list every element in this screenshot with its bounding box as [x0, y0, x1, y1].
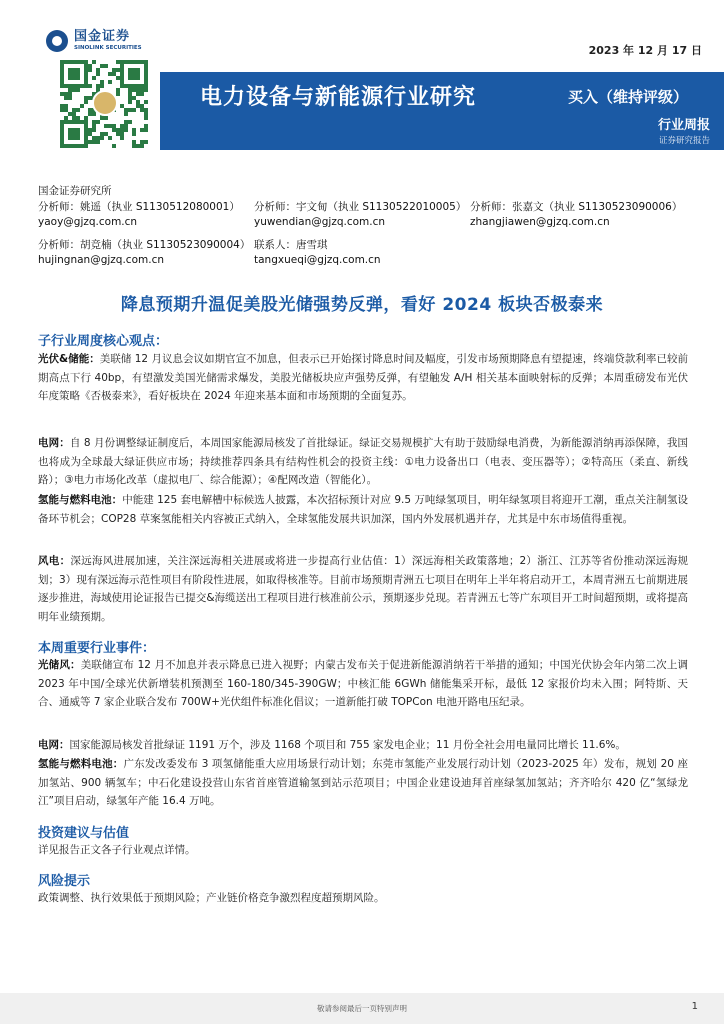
analyst-entry: [38, 238, 254, 268]
investment-text: 详见报告正文各子行业观点详情。: [38, 844, 196, 856]
analyst-name: 分析师：姚遥（执业 S1130512080001）: [38, 201, 240, 213]
core-pv-text: 美联储 12 月议息会议如期官宣不加息，但表示已开始探讨降息时间及幅度，引发市场预期降息有望提速，终端贷款利率已较前期高点下行 40bp，有望激发美国光储需求爆发，美股光储板块应声强势反弹，有望触发 A/H 相关基本面映射标的反弹；本周重磅发布光伏年度策略《否极泰来》，看好板块在 2024 年迎来基本面和市场预期的全面复苏。: [38, 353, 688, 402]
company-logo: [46, 30, 142, 52]
report-date: 2023 年 12 月 17 日: [588, 44, 702, 57]
qr-code-icon: [60, 60, 148, 148]
analyst-email[interactable]: yaoy@gjzq.com.cn: [38, 216, 138, 228]
analyst-block: [38, 184, 688, 268]
section-events: 本周重要行业事件：: [38, 641, 156, 656]
event-pv-paragraph: [38, 656, 688, 712]
event-grid-paragraph: [38, 736, 688, 755]
analyst-email[interactable]: hujingnan@gjzq.com.cn: [38, 254, 164, 266]
section-core-views: 子行业周度核心观点：: [38, 334, 169, 349]
logo-en-text: SINOLINK SECURITIES: [74, 45, 142, 51]
contact-email[interactable]: tangxueqi@gjzq.com.cn: [254, 254, 381, 266]
event-grid-text: 国家能源局核发首批绿证 1191 万个，涉及 1168 个项目和 755 家发电企业；11 月份全社会用电量同比增长 11.6%。: [69, 739, 626, 751]
analyst-row: [38, 238, 688, 268]
contact-entry: [254, 238, 470, 268]
analyst-entry: [254, 200, 470, 230]
core-wind-text: 深远海风进展加速，关注深远海相关进展或将进一步提高行业估值：1）深远海相关政策落地；2）浙江、江苏等省份推动深远海规划；3）现有深远海示范性项目有阶段性进展，如取得核准等。目前市场预期青洲五七项目在明年上半年将启动开工，本周青洲五七前期进展逐步推进，海域使用论证报告已提交&海缆送出工程项目进行核准前公示，预期逐步兑现。若青洲五七等广东项目开工时间超预期，或将提高明年业绩预期。: [38, 555, 689, 623]
analyst-name: 分析师：张嘉文（执业 S1130523090006）: [470, 201, 683, 213]
logo-cn-text: 国金证券: [74, 29, 131, 44]
contact-name: 联系人：唐雪琪: [254, 239, 328, 251]
event-h2-paragraph: [38, 755, 688, 811]
main-headline: 降息预期升温促美股光储强势反弹，看好 2024 板块否极泰来: [120, 295, 604, 315]
analyst-email[interactable]: zhangjiawen@gjzq.com.cn: [470, 216, 610, 228]
analyst-row: [38, 200, 688, 230]
analyst-email[interactable]: yuwendian@gjzq.com.cn: [254, 216, 386, 228]
core-wind-paragraph: [38, 552, 688, 626]
page-number: 1: [691, 1001, 698, 1012]
rating: 买入（维持评级）: [568, 88, 689, 106]
section-risk: 风险提示: [38, 874, 91, 889]
report-type: 行业周报: [657, 118, 710, 133]
report-header: [0, 0, 724, 160]
analyst-entry: [38, 200, 254, 230]
institute-name: 国金证券研究所: [38, 185, 112, 197]
analyst-name: 分析师：宇文甸（执业 S1130522010005）: [254, 201, 467, 213]
logo-mark-icon: [46, 30, 68, 52]
core-h2-label: 氢能与燃料电池：: [38, 494, 123, 506]
section-investment: 投资建议与估值: [38, 826, 130, 841]
event-h2-label: 氢能与燃料电池：: [38, 758, 124, 770]
core-h2-paragraph: [38, 491, 688, 528]
core-h2-text: 中能建 125 套电解槽中标候选人披露，本次招标预计对应 9.5 万吨绿氢项目，明年绿氢项目将迎开工潮，重点关注制氢设备环节机会；COP28 草案氢能相关内容被正式纳入，全球氢能发展共识加深，国内外发展机遇并存，尤其是中东市场值得重视。: [38, 494, 688, 525]
event-grid-label: 电网：: [38, 739, 70, 751]
report-title: 电力设备与新能源行业研究: [200, 85, 477, 110]
event-pv-text: 美联储宣布 12 月不加息并表示降息已进入视野；内蒙古发布关于促进新能源消纳若干举措的通知；中国光伏协会年内第二次上调 2023 年中国/全球光伏新增装机预测至 160-180/345-390GW；中核汇能 6GWh 储能集采开标，最低 12 家报价均未入围；阿特斯、天合、通威等 7 家企业联合发布 700W+光伏组件标准化倡议；一道新能打破 TOPCon 电池开路电压纪录。: [38, 659, 688, 708]
core-pv-paragraph: [38, 350, 688, 406]
event-pv-label: 光储风：: [38, 659, 81, 671]
analyst-entry: [470, 200, 686, 230]
analyst-name: 分析师：胡竞楠（执业 S1130523090004）: [38, 239, 251, 251]
risk-text: 政策调整、执行效果低于预期风险；产业链价格竞争激烈程度超预期风险。: [38, 892, 385, 904]
event-h2-text: 广东发改委发布 3 项氢储能重大应用场景行动计划；东莞市氢能产业发展行动计划（2023-2025 年）发布，规划 20 座加氢站、900 辆氢车；中石化建设投营山东省首座管道输氢到站示范项目；中国企业建设迪拜首座绿氢加氢站；齐齐哈尔 420 亿“氢绿龙江”项目启动，绿氢年产能 16.4 万吨。: [38, 758, 688, 807]
core-grid-paragraph: [38, 434, 688, 490]
report-subtitle: 证券研究报告: [658, 136, 710, 146]
disclaimer-note[interactable]: 敬请参阅最后一页特别声明: [317, 1004, 407, 1013]
core-wind-label: 风电：: [38, 555, 71, 567]
core-grid-text: 自 8 月份调整绿证制度后，本周国家能源局核发了首批绿证。绿证交易规模扩大有助于鼓励绿电消费，为新能源消纳再添保障，我国也将成为全球最大绿证供应市场；持续推荐四条具有结构性机会的投资主线：①电力设备出口（电表、变压器等）；②特高压（柔直、新线路）；③电力市场化改革（虚拟电厂、综合能源）；④配网改造（智能化）。: [38, 437, 688, 486]
qr-logo-icon: [92, 90, 118, 116]
core-grid-label: 电网：: [38, 437, 70, 449]
core-pv-label: 光伏&储能：: [38, 353, 100, 365]
